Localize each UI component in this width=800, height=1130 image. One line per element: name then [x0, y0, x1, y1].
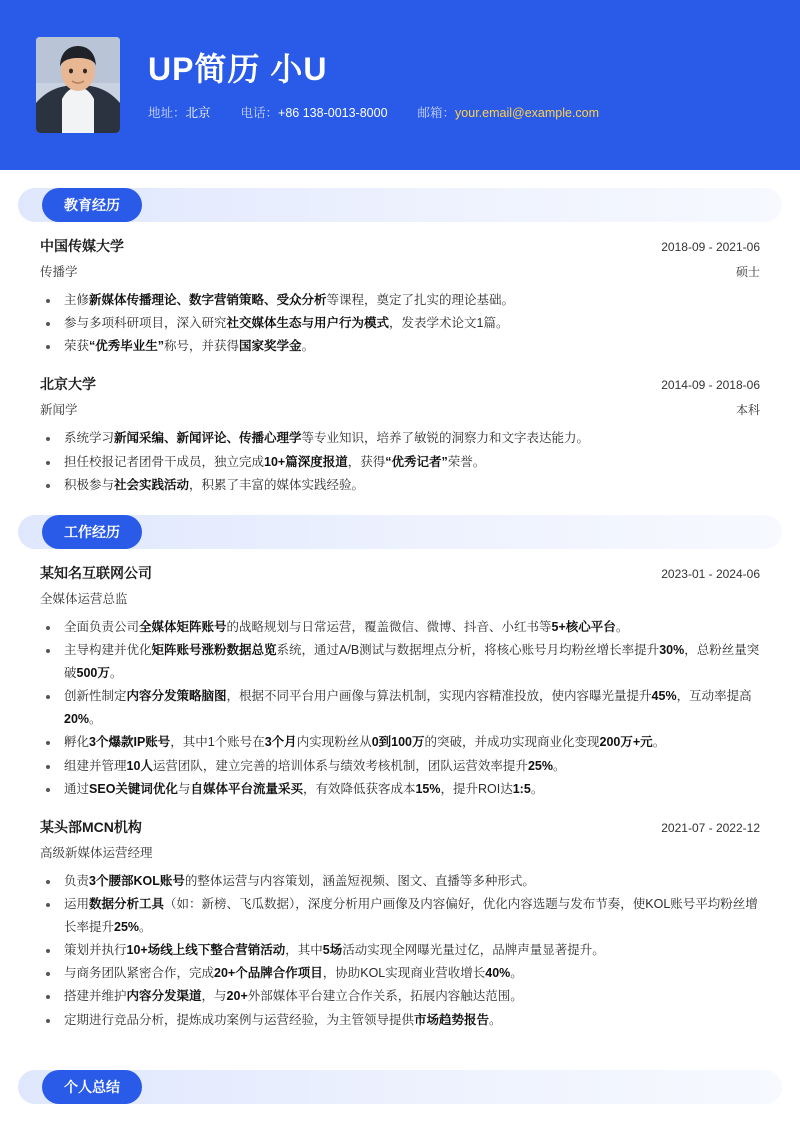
entry-degree: 硕士 — [735, 265, 760, 279]
avatar — [36, 37, 120, 133]
education-entry — [40, 236, 760, 358]
section-education — [0, 188, 800, 497]
section-title-summary: 个人总结 — [42, 1070, 142, 1104]
bullet-item: • 主导构建并优化矩阵账号涨粉数据总览系统，通过A/B测试与数据埋点分析，将核心账号月均粉丝增长率提升30%，总粉丝量突破500万。 — [60, 639, 760, 685]
entry-date: 2023-01 - 2024-06 — [661, 566, 760, 581]
work-entry — [40, 563, 760, 801]
contact-email-label: 邮箱： — [417, 106, 456, 120]
bullet-item: • 系统学习新闻采编、新闻评论、传播心理学等专业知识，培养了敏锐的洞察力和文字表达能力。 — [60, 427, 760, 450]
entry-sub — [40, 589, 760, 607]
bullet-item: • 荣获“优秀毕业生”称号，并获得国家奖学金。 — [60, 335, 760, 358]
contact-phone-label: 电话： — [240, 106, 279, 120]
contact-address-value: 北京 — [185, 106, 211, 120]
entry-bullets — [60, 289, 760, 358]
contact-phone-value: +86 138-0013-8000 — [278, 106, 388, 120]
entry-top — [40, 817, 760, 837]
resume-header — [0, 0, 800, 170]
spacer — [0, 1036, 800, 1052]
entry-org: 中国传媒大学 — [40, 238, 124, 254]
bullet-item: • 负责3个腰部KOL账号的整体运营与内容策划，涵盖短视频、图文、直播等多种形式。 — [60, 870, 760, 893]
bullet-item: • 策划并执行10+场线上线下整合营销活动，其中5场活动实现全网曝光量过亿，品牌声量显著提升。 — [60, 939, 760, 962]
entry-org: 北京大学 — [40, 376, 96, 393]
entry-date: 2021-07 - 2022-12 — [661, 820, 760, 835]
entry-company: 某知名互联网公司 — [40, 564, 152, 581]
bullet-item: • 搭建并维护内容分发渠道，与20+外部媒体平台建立合作关系，拓展内容触达范围。 — [60, 985, 760, 1008]
contact-address — [148, 103, 211, 121]
bullet-item: • 运用数据分析工具（如：新榜、飞瓜数据），深度分析用户画像及内容偏好，优化内容选题与发布节奏，使KOL账号平均粉丝增长率提升25%。 — [60, 893, 760, 939]
bullet-item: • 参与多项科研项目，深入研究社交媒体生态与用户行为模式，发表学术论文1篇。 — [60, 312, 760, 335]
entry-sub — [40, 843, 760, 861]
bullet-item: • 与商务团队紧密合作，完成20+个品牌合作项目，协助KOL实现商业营收增长40%。 — [60, 962, 760, 985]
bullet-item: • 积极参与社会实践活动，积累了丰富的媒体实践经验。 — [60, 474, 760, 497]
bullet-item: • 组建并管理10人运营团队，建立完善的培训体系与绩效考核机制，团队运营效率提升25%。 — [60, 755, 760, 778]
person-photo-icon — [36, 37, 120, 133]
entry-role: 全媒体运营总监 — [40, 591, 128, 606]
section-header-education — [18, 188, 782, 222]
bullet-item: • 创新性制定内容分发策略脑图，根据不同平台用户画像与算法机制，实现内容精准投放，使内容曝光量提升45%，互动率提高20%。 — [60, 685, 760, 731]
section-body-work — [0, 549, 800, 1032]
entry-bullets — [60, 427, 760, 496]
entry-bullets — [60, 870, 760, 1032]
bullet-item: • 定期进行竞品分析，提炼成功案例与运营经验，为主管领导提供市场趋势报告。 — [60, 1009, 760, 1032]
section-title-work: 工作经历 — [42, 515, 142, 549]
work-entry — [40, 817, 760, 1032]
bullet-item: • 主修新媒体传播理论、数字营销策略、受众分析等课程，奠定了扎实的理论基础。 — [60, 289, 760, 312]
entry-role: 新闻学 — [40, 403, 78, 418]
header-text-block — [148, 49, 599, 121]
contact-row — [148, 103, 599, 121]
entry-role: 传播学 — [40, 265, 78, 279]
contact-email[interactable] — [418, 103, 600, 121]
section-body-education — [0, 222, 800, 497]
contact-address-label: 地址： — [148, 106, 186, 120]
section-header-summary — [18, 1070, 782, 1104]
entry-top — [40, 563, 760, 583]
resume-body — [0, 188, 800, 1104]
entry-role: 高级新媒体运营经理 — [40, 845, 153, 860]
entry-sub — [40, 262, 760, 280]
education-entry — [40, 374, 760, 496]
entry-date: 2014-09 - 2018-06 — [661, 378, 760, 393]
section-header-work — [18, 515, 782, 549]
contact-email-value[interactable]: your.email@example.com — [455, 106, 600, 120]
entry-sub — [40, 400, 760, 418]
bullet-item: • 全面负责公司全媒体矩阵账号的战略规划与日常运营，覆盖微信、微博、抖音、小红书等5+核心平台。 — [60, 616, 760, 639]
bullet-item: • 孵化3个爆款IP账号，其中1个账号在3个月内实现粉丝从0到100万的突破，并成功实现商业化变现200万+元。 — [60, 731, 760, 754]
entry-bullets — [60, 616, 760, 801]
section-work — [0, 515, 800, 1032]
section-summary — [0, 1070, 800, 1104]
entry-degree: 本科 — [735, 403, 760, 418]
entry-company: 某头部MCN机构 — [40, 818, 142, 835]
entry-date: 2018-09 - 2021-06 — [661, 240, 760, 254]
entry-top — [40, 236, 760, 256]
page-title: UP简历 小U — [148, 51, 328, 87]
bullet-item: • 担任校报记者团骨干成员，独立完成10+篇深度报道，获得“优秀记者”荣誉。 — [60, 451, 760, 474]
contact-phone — [241, 103, 388, 121]
section-title-education: 教育经历 — [42, 188, 142, 222]
entry-top — [40, 374, 760, 394]
bullet-item: • 通过SEO关键词优化与自媒体平台流量采买，有效降低获客成本15%，提升ROI达1:5。 — [60, 778, 760, 801]
